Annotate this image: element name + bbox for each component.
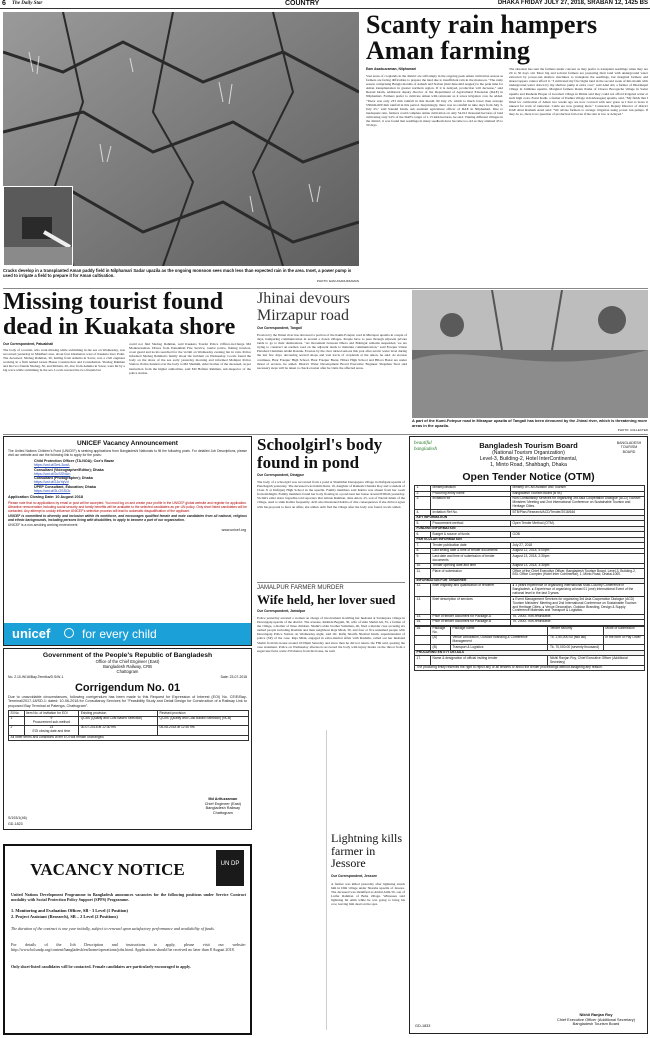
story-missing-tourist-col2: could not find Shohag Rahman, said Kuakata Tourist Police Officer-in-Charge Md Moniruzzaman. Divers from Patuakhali Fire Service, tourist police, fishing trawlers, coast guard and locals searched for the victim on Wednesday evening but in vain. Police informed Shohag Rahman's family about the incident on Wednesday. Locals found the body on the shore of the sea early yesterday morning and informed Mohipur Police Station. Police handed over the body to Md Shamim, elder brother of the deceased, as per instruction from the higher authorities, said Md Hafizur Rahman, sub-inspector of the police station. bbox=[129, 342, 251, 375]
unicef-job-title: Child Protection Officer (TA-NOA); Cox's Bazar bbox=[34, 459, 115, 463]
pkg-th: Package No. bbox=[431, 626, 451, 635]
tender-cell: 8. bbox=[415, 548, 431, 554]
corr-footer-note: All other terms and conditions of the EOI will remain unchanged. bbox=[9, 735, 249, 741]
unicef-job-link[interactable]: https://uni.cf/2LGSSCk bbox=[34, 489, 71, 494]
byline-missing-tourist: Our Correspondent, Patuakhali bbox=[3, 342, 54, 346]
corr-cell: 30-07-2018 at 12:30 hrs bbox=[79, 726, 158, 735]
table-row bbox=[9, 726, 249, 735]
tender-cell: 9. bbox=[415, 554, 431, 563]
tender-cell: August 13, 2018, 3:30pm bbox=[511, 563, 645, 569]
unicef-tagline: for every child bbox=[82, 627, 157, 641]
pkg-th: Mode of submission bbox=[603, 626, 644, 635]
tender-cell: Ministry of Civil Aviation and Tourism bbox=[511, 486, 645, 492]
tourism-logo-left bbox=[414, 441, 448, 467]
tourism-logo-right bbox=[615, 441, 643, 467]
byline-schoolgirl: Our Correspondent, Dinajpur bbox=[257, 473, 304, 477]
undp-logo-text: UN DP bbox=[220, 861, 240, 867]
table-row bbox=[415, 554, 645, 563]
table-row bbox=[415, 569, 645, 578]
tender-cell: Brief description of services bbox=[431, 597, 511, 614]
tender-cell: Bangladesh Tourism Board (BTB) bbox=[511, 491, 645, 497]
pkg-th: Package name bbox=[451, 626, 548, 635]
tourism-addr2: 1, Minto Road, Shahbagh, Dhaka bbox=[490, 462, 567, 468]
tender-cell: 12. bbox=[415, 584, 431, 597]
tender-cell: 17. bbox=[415, 656, 431, 665]
tender-cell: Price of tender document for Package-B bbox=[431, 620, 511, 626]
tourism-tender-notice bbox=[409, 436, 648, 1034]
jhinai-road-photo bbox=[412, 290, 648, 418]
unicef-job-title: UPEP Consultant, Education; Dhaka bbox=[34, 484, 96, 489]
vacancy-positions bbox=[11, 908, 246, 920]
headline-lightning: Lightning kills farmer in Jessore bbox=[331, 831, 403, 870]
tourism-signer-title: Chief Executive Officer (Additional Secretary) bbox=[557, 1016, 635, 1022]
tender-cell: Nikhil Ranjan Roy, Chief Executive Officer (Additional Secretary) bbox=[548, 656, 645, 665]
pkg-th: Tender security bbox=[548, 626, 603, 635]
tender-cell: 1. bbox=[415, 486, 431, 492]
corr-cell: 9 Procurement sub-method bbox=[24, 716, 79, 725]
unicef-job-list bbox=[34, 459, 247, 493]
pkg-cell: Tk. 70,000.00 (seventy thousand) bbox=[548, 645, 603, 651]
jhinai-credit: PHOTO: COLLECTED bbox=[617, 428, 648, 432]
filler-block bbox=[257, 730, 327, 1030]
corr-th: Revised provision bbox=[158, 711, 249, 717]
tourism-notice-title: Open Tender Notice (OTM) bbox=[462, 471, 595, 483]
tender-cell: 13. bbox=[415, 597, 431, 614]
table-row bbox=[415, 497, 645, 510]
byline-scanty-rain: Eam Asaduzzaman, Nilphamari bbox=[366, 67, 416, 71]
unicef-notes: Please note that no applications by email or post will be accepted. You must log on and create your profile in the UNICEF global website and register for application. Attractive remuneration including social security and family benefits will be available to the selected candidates as per UN policy. Only short listed candidates will be contacted. Any attempt to unduly influence UNICEF's selection process will lead to automatic disqualification of the applicant. bbox=[8, 501, 247, 514]
byline-wife-held: Our Correspondent, Jamalpur bbox=[257, 609, 306, 613]
headline-missing-tourist: Missing tourist found dead in Kuakata shore bbox=[3, 289, 236, 340]
corr-signer-title: Chief Engineer (East) bbox=[204, 801, 241, 806]
tender-cell: Tender publication date bbox=[431, 543, 511, 549]
headline-schoolgirl: Schoolgirl's body found in pond bbox=[257, 435, 383, 472]
table-row bbox=[415, 584, 645, 597]
tender-cell: Place of submission bbox=[431, 569, 511, 578]
globe-icon bbox=[64, 628, 74, 638]
tender-cell: July 27, 2018 bbox=[511, 543, 645, 549]
headline-jhinai: Jhinai devours Mirzapur road bbox=[257, 290, 350, 324]
corr-th: Existing provision bbox=[79, 711, 158, 717]
tender-cell: Last selling date & time of tender documents bbox=[431, 548, 511, 554]
unicef-vacancy-ad bbox=[3, 436, 252, 646]
tender-cell: 7. bbox=[415, 543, 431, 549]
corr-cell: 1 bbox=[9, 716, 25, 725]
tender-cell: Open Tender Method (OTM). bbox=[511, 521, 645, 527]
railway-corrigendum bbox=[3, 648, 252, 830]
pkg-cell: Venue Decoration, Outdoor Branding & Conference Management bbox=[451, 636, 548, 645]
tender-cell: Price of tender document for Package-A bbox=[431, 614, 511, 620]
tender-cell: Invitation Ref No. bbox=[431, 510, 511, 516]
pkg-cell: Tk. 2,50,000.00 (two lac) bbox=[548, 636, 603, 645]
table-row bbox=[415, 656, 645, 665]
unicef-job-link[interactable]: https://uni.cf/2JuYqVd bbox=[34, 480, 69, 485]
undp-logo bbox=[216, 850, 244, 886]
tender-cell: BTB/Plan-Research/ACD/Tender/2018/646 bbox=[511, 510, 645, 516]
tender-cell: Invitation for bbox=[431, 497, 511, 510]
unicef-website[interactable]: www.unicef.org bbox=[221, 528, 246, 533]
story-scanty-rain-col1: Vast areas of croplands in the district are still empty in the ongoing peak Aman cultivation season as farmers are facing difficulties to prepare the land due to insufficient rain in the monsoon. "The rainy season comprising Bangla months of Asharh and Sraban (mid June-mid August) is the peak time for Aman transplantation in greater northern region. If it is delayed, production will decrease," said Rezaul Islam, additional deputy director of the Department of Agricultural Extension (DAE) in Nilphamari. Farmers prefer to cultivate Aman with rainwater as it saves irrigation cost, he added. "There was only 233 mm rainfall in this month till July 25, which is much lower than average 550mm-600 mm rainfall in this period. Surprisingly, there was no rainfall in nine days from July 3- July 25," said Saiedul Islam, sub assistant agriculture officer of DAE in Nilphamari. Due to inadequate rain, farmers could complete Aman cultivation on only 54,012 thousand hectares of land cultivating only 54% of the DAE's target of 1.13 lakh hectares, he said. Visiting different villages in the district, it was found that seedlings in many seedbeds have become too old as they attained 45 to 50 days. bbox=[366, 74, 503, 128]
tender-rights-note: The procuring entity reserves the right to reject any or all tenders or annul the tender proceedings without assigning any reason. bbox=[415, 665, 645, 671]
tender-cell: 14. bbox=[415, 614, 431, 620]
tender-cell: Brief eligibility and qualification of tenderer bbox=[431, 584, 511, 597]
table-row bbox=[9, 716, 249, 725]
tender-cell: GOB bbox=[511, 532, 645, 538]
pkg-cell: Transport & Logistics bbox=[451, 645, 548, 651]
tourism-signature bbox=[557, 1013, 635, 1027]
corr-th: Sl No. bbox=[9, 711, 25, 717]
tender-cell: ● Event Management Services for organizing 3rd Asia Cooperation Dialogue (ACD) Tourism Ministers' Meeting and 2nd International Conference on Sustainable Tourism and Heritage Cities. ● Venue Decoration, Outdoor Branding, Design & Supply Conference Materials and Transport & Logistics. bbox=[511, 597, 645, 614]
pkg-cell: (B) bbox=[431, 645, 451, 651]
vacancy-footer: Only short-listed candidates will be contacted. Female candidates are particularly encouraged to apply. bbox=[11, 964, 191, 969]
corr-city: Chattogram bbox=[116, 669, 139, 674]
unicef-logo: unicef bbox=[12, 626, 51, 641]
inset-pump-photo bbox=[3, 186, 73, 266]
kicker-jamalpur: JAMALPUR FARMER MURDER bbox=[257, 585, 344, 591]
corr-gov: Government of the People's Republic of Bangladesh bbox=[42, 652, 213, 659]
tourism-signer-name: Nikhil Ranjan Roy bbox=[579, 1012, 613, 1018]
tender-cell: Tk. 2000/- non-refundable. bbox=[511, 614, 645, 620]
beautiful-bangladesh-logo: beautiful bangladesh bbox=[414, 441, 438, 452]
story-schoolgirl: The body of a schoolgirl was recovered from a pond at Shamirhat Daragapara village in Dafrgani upazila of Panchagarh yesterday. The deceased was Kabita Rani, 16, daughter of Ramesh Chandra Roy and a student of Class X at Dafrganj High School in the upazila. Family members said Kabita was absent from her room from midnight. Family members found her body floating in a pond near her house around 8:00am yesterday. Victim's elder sister Jagordha told reporters that Amrus Rahman, alias Ahon, 25, son of Nazrul Islam of the village, used to stalk Kabita frequently. Arib also threatened Kabita of dire consequences if she did not agree with his proposal to have an affair, she added. Arib fled the village after the body was found, locals added. bbox=[257, 480, 405, 509]
vacancy-position: 2. Project Assistant (Research), SB – 2 Level (2 Positions) bbox=[11, 914, 118, 919]
paper-name: The Daily Star bbox=[12, 1, 43, 6]
masthead bbox=[0, 0, 650, 9]
btb-logo: BANGLADESH TOURISM BOARD bbox=[616, 441, 642, 454]
vacancy-duration: The duration of the contract is one year initially, subject to renewal upon satisfactory performance and availability of funds. bbox=[11, 926, 215, 931]
vacancy-position: 1. Monitoring and Evaluation Officer, SB - 3 Level (1 Position) bbox=[11, 908, 128, 913]
pkg-cell: In the form of Pay Order bbox=[603, 636, 644, 645]
headline-scanty-rain: Scanty rain hampers Aman farming bbox=[366, 10, 598, 65]
unicef-job-link[interactable]: https://uni.cf/2mL3oxA bbox=[34, 463, 70, 468]
undp-vacancy-notice bbox=[3, 844, 252, 1035]
corr-cell: 14 EOI closing date and time bbox=[24, 726, 79, 735]
story-jhinai: Erosion by the Jhinai river has devoured a portion of the Kumi-Fotepur road in Mirzapur upazila in couple of days, hampering communication in around a dozen villages. People have to pass through adjacent private lands to go to their destinations. "As movement between Dhora and Bohirgur remains suspended, we are trying to construct an earthen road on the adjacent lands to maintain communication," said Fotepur Union Parishad Chairman Abdul Razzak. Erosion by the river turned serious this year after erratic water level during the last few days, devouring several shops and vast tracts of croplands at the union, he said. At erosion continues, Haar Fotepur High School, Haar Fotepur Bazar, Hilora High School and Hilora Bazar are under threat of erosion, he added. District Water Development Board Executive Engineer Shajahan Sirai said necessary steps will be taken to check erosion after he visits the affected areas. bbox=[257, 333, 407, 370]
tender-section-row: PROCURING ENTITY DETAILS bbox=[415, 650, 645, 656]
corr-title: Corrigendum No. 01 bbox=[74, 682, 181, 694]
tender-cell: 11. bbox=[415, 569, 431, 578]
corr-cell: 06-08-2018 at 12:30 hrs bbox=[158, 726, 249, 735]
corr-ref1: S/193/1(46) bbox=[8, 816, 27, 820]
tender-section-row: FUNDING INFORMATION bbox=[415, 526, 645, 532]
story-scanty-rain-col2: The situation has sent the farmers under concern as they prefer to transplant seedlings when they are 20 to 30 days old. Most big and solvent farmers are preparing their land with underground water extracted by power-run shallow machines to transplant the seedlings, but marginal farmers and sharecroppers cannot afford it. "I cultivated my five bigha land in the second week of this month with underground water drawn by my shallow pump at extra cost," said Abul Ali, a farmer of Dharmapal village in Jaldhaka upazila. Marginal farmers Ratan Pasha of Chaora Borogacha village in Sadar upazila and Rasheda Hoque of Gorabari village in Dimla said they could not afford irrigated water at such high costs. Fazal Kadir, a farmer of Pashna village in Kishoreganj upazila, said, "My fields that I filled for cultivation of Aman two weeks ago are now covered with new grass as I had to leave it unused for want of rainwater. Cattle are now grazing there." Contacted, Deputy Director of district DAE Abul Rashem Azad said: "We advise farmers to arrange irrigation using power run pumps. If they do so, there is no question of production fall even if the rain is low or delayed." bbox=[509, 67, 648, 117]
tender-cell: Budget & source of funds bbox=[431, 532, 511, 538]
tender-cell: 3. bbox=[415, 497, 431, 510]
unicef-job-title: Consultant (Videographer/Editor); Dhaka bbox=[34, 467, 104, 472]
photo-credit: PHOTO: EAM ASADUZZAMAN bbox=[316, 279, 359, 283]
table-row bbox=[415, 597, 645, 614]
corr-ref2: GD-1823 bbox=[8, 822, 23, 826]
pkg-cell bbox=[415, 636, 431, 645]
corr-table bbox=[8, 710, 249, 741]
byline-lightning: Our Correspondent, Jessore bbox=[331, 874, 377, 878]
unicef-smoke-free: UNICEF is a non-smoking working environment bbox=[8, 523, 78, 528]
story-missing-tourist-col1: The body of a tourist, who went missing while swimming in the sea on Wednesday, was recovered yesterday in Maldhari area, about four kilometres west of Kuakata Zero Point. The deceased, Shohag Rahman, 30, hailing from Ashulia in Savar, was a civil engineer working in a firm named Green House Construction and Consultation. Shohag Rahman and his two friends Shohag, 30, and Mohsin, 20, also from Ashulia in Savar, were hit by a big wave while swimming in the sea. Locals rescued the two friends but bbox=[3, 348, 125, 373]
tender-cell: 15. bbox=[415, 620, 431, 626]
corr-signature bbox=[205, 797, 241, 815]
tender-cell: Ministry/division bbox=[431, 486, 511, 492]
corr-office: Office of the Chief Engineer (East) bbox=[95, 659, 160, 664]
vacancy-intro: United Nations Development Programme in Bangladesh announces vacancies for the following positions under Service Contract modality with Social Protection Policy Support (SPPS) Programme. bbox=[11, 892, 246, 902]
tourism-sub: (National Tourism Organization) bbox=[492, 450, 565, 456]
corr-signer-name: Md Arifuzzaman bbox=[208, 797, 238, 801]
tender-section-row: PARTICULAR INFORMATION bbox=[415, 537, 645, 543]
package-table bbox=[414, 626, 645, 672]
tender-cell: 2. bbox=[415, 491, 431, 497]
corr-cell: QCBS (Quality and Cost Based Selection) bbox=[79, 716, 158, 725]
vacancy-title: VACANCY NOTICE bbox=[30, 860, 185, 879]
tender-table bbox=[414, 485, 645, 626]
tender-cell: 6. bbox=[415, 532, 431, 538]
corr-th: Item No. of invitation for EOI bbox=[24, 711, 79, 717]
corr-memo: No. 2.10-W/16/Bay-Termika/D.S/W-1 bbox=[8, 675, 64, 679]
story-lightning: A farmer was killed yesterday after lightning struck him in Dihi village under Sharsha upazila of Jessore. The deceased was identified as Abdul Alim 50, son of Lutfar Rahman of Beha village. Witnesses said lightning hit Alim while he was going to bring his cow, leaving him dead on the spot. bbox=[331, 882, 405, 907]
jhinai-caption: A part of the Kumi-Fotepur road in Mirzapur upazila of Tangail has been devoured by the Jhinai river, which is threatening more areas in the upazila. bbox=[412, 418, 648, 428]
tender-section-row: KEY INFORMATION bbox=[415, 515, 645, 521]
tourism-ref: GD-1833 bbox=[415, 1024, 431, 1028]
tender-cell: Last date and time of submission of tender documents bbox=[431, 554, 511, 563]
dateline: DHAKA FRIDAY JULY 27, 2018, SRABAN 12, 1425 BS bbox=[497, 0, 648, 6]
corr-signer-org: Bangladesh Railway bbox=[205, 806, 241, 810]
tender-cell: Procurement method bbox=[431, 521, 511, 527]
tourism-signer-org: Bangladesh Tourism Board bbox=[572, 1021, 620, 1027]
tender-cell: Office of the Chief Executive Officer, Bangladesh Tourism Board, Level-3, Building-2, BSL Office Complex (Hotel Inter Continental), 1, Minto Road, Dhaka-1000. bbox=[511, 569, 645, 578]
photo-caption: Cracks develop in a transplanted Aman paddy field in Nilphamari Sadar upazila as the ongoing monsoon sees much less than expected rain in the area. Inset, a power pump is used to irrigate a field to prepare it for Aman cultivation. bbox=[3, 268, 352, 278]
tender-cell: Tk. 2000/- non-refundable. bbox=[511, 620, 645, 626]
tender-cell: 4. bbox=[415, 510, 431, 516]
pkg-cell: (A) bbox=[431, 636, 451, 645]
corr-org: Bangladesh Railway, CRB bbox=[103, 664, 152, 669]
unicef-closing-date: Application Closing Date: 10 August 2018 bbox=[8, 495, 83, 500]
unicef-banner bbox=[4, 623, 251, 645]
tender-cell: August 12, 2018, 5:00pm bbox=[511, 548, 645, 554]
tender-cell: 10. bbox=[415, 563, 431, 569]
unicef-job-link[interactable]: https://uni.cf/2uSSNUn bbox=[34, 471, 71, 476]
tourism-org: Bangladesh Tourism Board bbox=[479, 441, 578, 450]
unicef-intro: The United Nations Children's Fund (UNICEF) is seeking applications from Bangladeshi Nationals to fill the following posts. For detailed Job Descriptions, please visit our website and use the following link to apply for the posts: bbox=[8, 449, 247, 457]
tender-section-row: INFORMATION FOR TENDERER bbox=[415, 578, 645, 584]
corr-body: Due to unavoidable circumstances, following corrigendum has been made to this Request for Expression of Interest (EOI) No. CE/E/Bay-Terminal/2017-18/SD-1; dated: 10-06-2018 for Consultancy Services for "Feasibility Study and Detail Design for Construction of a Railway Link to proposed Bay Terminal at Patenga, Chattogram". bbox=[8, 695, 247, 708]
byline-jhinai: Our Correspondent, Tangail bbox=[257, 326, 302, 330]
tender-cell: Tender opening date and time bbox=[431, 563, 511, 569]
table-row bbox=[415, 636, 645, 645]
table-row bbox=[415, 620, 645, 626]
vacancy-details[interactable]: For details of the Job Description and instructions to apply, please visit our website: http://www.bd.undp.org/content/bangladesh/en/home/operations/jobs.html. Applications should be received no later than 8 August 2018. bbox=[11, 942, 246, 952]
page-number: 6 bbox=[2, 0, 6, 7]
corr-signer-city: Chattogram bbox=[212, 810, 233, 815]
tender-cell: August 13, 2018, 2:30pm bbox=[511, 554, 645, 563]
tender-cell: Non-Consultancy Services for organizing 3rd Asia Cooperation Dialogue (ACD) Tourism Ministers' Meeting and 2nd International Conference on Sustainable Tourism and Heritage Cities. bbox=[511, 497, 645, 510]
tender-cell: Name & designation of official inviting tender bbox=[431, 656, 548, 665]
corr-cell: QCBS (Quality and Cost Based Selection) (NCB) bbox=[158, 716, 249, 725]
tender-cell: Procuring entity name bbox=[431, 491, 511, 497]
unicef-job-title: Consultant (Photographer); Dhaka bbox=[34, 476, 93, 481]
unicef-title: UNICEF Vacancy Announcement bbox=[77, 440, 178, 447]
corr-date: Date: 23-07-2018 bbox=[220, 675, 247, 679]
pkg-th: 16. bbox=[415, 626, 431, 635]
tourism-addr1: Level-3, Building-2, Hotel InterContinental, bbox=[479, 456, 578, 462]
headline-wife-held: Wife held, her lover sued bbox=[257, 592, 396, 607]
story-wife-held: Police yesterday arrested a woman on charge of involvement in killing her husband at Sardarpara village in Dewanganj upazila of the district. The arrestee, Rashida Begum, 30, wife of slain Shahir Ali, 35, a farmer of the village, a mother of three children. Shahir's elder brother Sultaman, 40, filed a murder case accusing six named people including Rashida and their neighbour Raja Miah, 30, and four or five unnamed people with Dewanganj Police Station on Wednesday night, said OC Rafiq Sharifa Nizabul Islam, superintendent of police (SP) of the case. Raja Miah, engaged in extra-marital affair with Rashida, called out her husband Shahir from his house around 10:00pm Saturday and since then he did not return, the FIR said, quoting the case statement. Police on Wednesday afternoon recovered the body with injury marks on the throat from a sugarcane field, some 250 metres from his house, he said. bbox=[257, 616, 405, 653]
tender-cell: 5. bbox=[415, 521, 431, 527]
corr-cell: 2 bbox=[9, 726, 25, 735]
tender-cell: ● 3 years experience of organizing International Multi-Country Conference in Bangladesh. ● Experience of organizing at least 01 (one) International Event of the national level in the last 3 years. bbox=[511, 584, 645, 597]
unicef-commitment: UNICEF is committed to diversity and inclusion within its workforce, and encourages qualified female and male candidates from all national, religious and ethnic backgrounds, including persons living with disabilities, to apply to become a part of our organization. bbox=[8, 514, 247, 523]
section-name: COUNTRY bbox=[285, 0, 320, 7]
